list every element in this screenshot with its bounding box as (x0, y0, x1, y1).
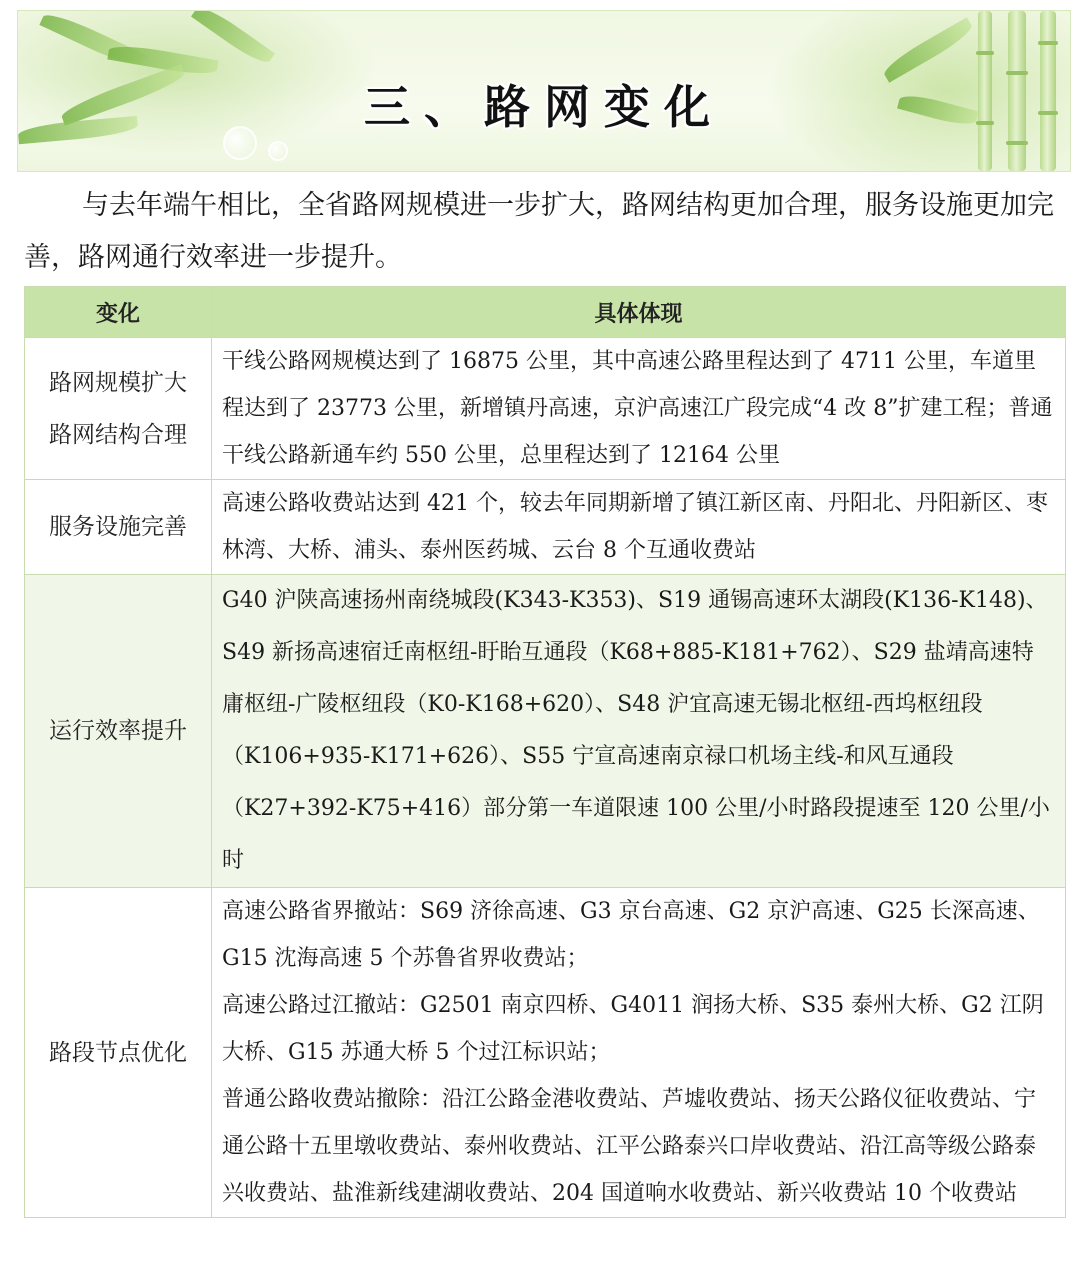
row-details (212, 480, 1066, 575)
category-line: 路段节点优化 (49, 1039, 187, 1066)
detail-text: 干线公路网规模达到了 16875 公里，其中高速公路里程达到了 4711 公里，车道里程达到了 23773 公里，新增镇丹高速，京沪高速江广段完成“4 改 8”扩建工程；普通干线公路新通车约 550 公里，总里程达到了 12164 公里 (222, 349, 1053, 468)
category-line: 运行效率提升 (49, 718, 187, 744)
detail-text: 高速公路过江撤站：G2501 南京四桥、G4011 润扬大桥、S35 泰州大桥、G2 江阴大桥、G15 苏通大桥 5 个过江标识站； (222, 993, 1044, 1065)
road-network-changes-table (24, 286, 1066, 1218)
category-line: 路网结构合理 (49, 421, 187, 448)
category-line: 路网规模扩大 (49, 369, 187, 396)
detail-text: G40 沪陕高速扬州南绕城段(K343-K353)、S19 通锡高速环太湖段(K136-K148)、S49 新扬高速宿迁南枢纽-盱眙互通段（K68+885-K181+762）、S29 盐靖高速特庸枢纽-广陵枢纽段（K0-K168+620）、S48 沪宜高速无锡北枢纽-西坞枢纽段（K106+935-K171+626）、S55 宁宣高速南京禄口机场主线-和风互通段（K27+392-K75+416）部分第一车道限速 100 公里/小时路段提速至 120 公里/小时 (222, 588, 1050, 873)
table-row (25, 338, 1066, 480)
intro-paragraph: 与去年端午相比，全省路网规模进一步扩大，路网结构更加合理，服务设施更加完善，路网通行效率进一步提升。 (24, 190, 1054, 273)
row-details (212, 575, 1066, 888)
page-title: 三、路网变化 (364, 80, 724, 134)
row-details (212, 888, 1066, 1218)
table-row (25, 480, 1066, 575)
table-header-row (25, 287, 1066, 338)
row-category (25, 480, 212, 575)
row-category (25, 575, 212, 888)
column-header-details: 具体体现 (212, 287, 1066, 338)
table-row (25, 575, 1066, 888)
detail-text: 普通公路收费站撤除：沿江公路金港收费站、芦墟收费站、扬天公路仪征收费站、宁通公路十五里墩收费站、泰州收费站、江平公路泰兴口岸收费站、沿江高等级公路泰兴收费站、盐淮新线建湖收费站、204 国道响水收费站、新兴收费站 10 个收费站 (222, 1087, 1037, 1206)
table-row (25, 888, 1066, 1218)
detail-text: 高速公路收费站达到 421 个，较去年同期新增了镇江新区南、丹阳北、丹阳新区、枣林湾、大桥、浦头、泰州医药城、云台 8 个互通收费站 (222, 491, 1048, 563)
bubble-decoration (268, 141, 288, 161)
row-details (212, 338, 1066, 480)
category-line: 服务设施完善 (49, 514, 187, 540)
row-category (25, 888, 212, 1218)
column-header-change: 变化 (25, 287, 212, 338)
title-banner (17, 10, 1071, 172)
row-category (25, 338, 212, 480)
detail-text: 高速公路省界撤站：S69 济徐高速、G3 京台高速、G2 京沪高速、G25 长深高速、G15 沈海高速 5 个苏鲁省界收费站； (222, 899, 1040, 971)
